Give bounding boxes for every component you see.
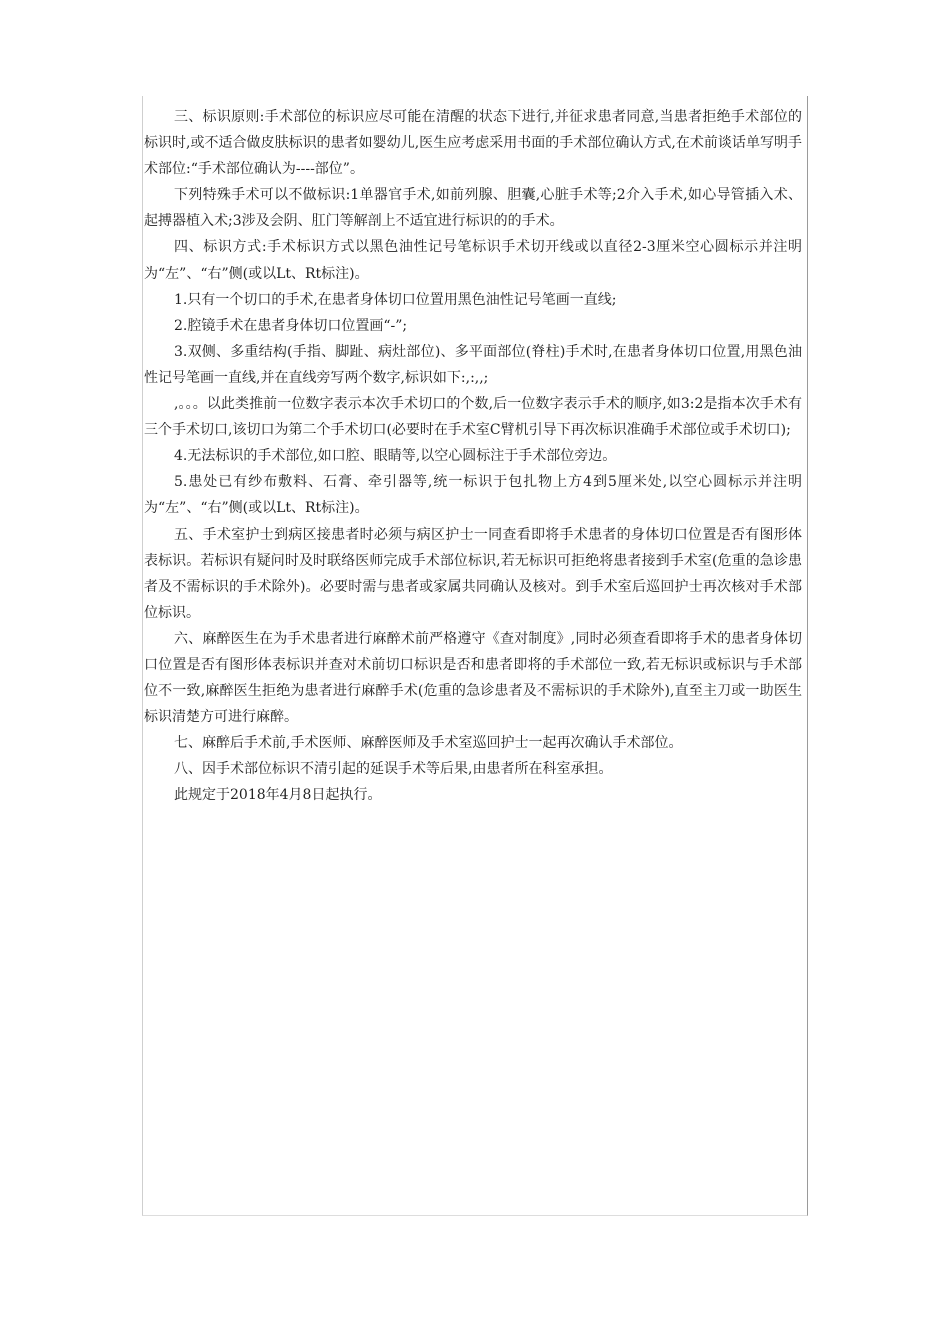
paragraph-item-1: 1.只有一个切口的手术,在患者身体切口位置用黑色油性记号笔画一直线; <box>174 291 617 308</box>
paragraph-item-3: 3.双侧、多重结构(手指、脚趾、病灶部位)、多平面部位(脊柱)手术时,在患者身体切口位置,用黑色油性记号笔画一直线,并在直线旁写两个数字,标识如下:,:,,; <box>144 343 802 386</box>
paragraph-post-anesthesia: 七、麻醉后手术前,手术医师、麻醉医师及手术室巡回护士一起再次确认手术部位。 <box>174 735 683 752</box>
document-body <box>144 104 810 809</box>
paragraph-responsibility: 八、因手术部位标识不清引起的延误手术等后果,由患者所在科室承担。 <box>174 761 613 778</box>
paragraph-item-5: 5.患处已有纱布敷料、石膏、牵引器等,统一标识于包扎物上方4到5厘米处,以空心圆标示并注明为“左”、“右”侧(或以Lt、Rt标注)。 <box>144 474 802 517</box>
paragraph-exceptions: 下列特殊手术可以不做标识:1单器官手术,如前列腺、胆囊,心脏手术等;2介入手术,如心导管插入术、起搏器植入术;3涉及会阴、肛门等解剖上不适宜进行标识的的手术。 <box>144 187 802 230</box>
paragraph-item-2: 2.腔镜手术在患者身体切口位置画“-”; <box>174 317 408 334</box>
paragraph-effective-date: 此规定于2018年4月8日起执行。 <box>174 787 382 804</box>
paragraph-principle: 三、标识原则:手术部位的标识应尽可能在清醒的状态下进行,并征求患者同意,当患者拒绝手术部位的标识时,或不适合做皮肤标识的患者如婴幼儿,医生应考虑采用书面的手术部位确认方式,在术前谈话单写明手术部位:“手术部位确认为----部位”。 <box>144 109 802 178</box>
paragraph-item-3-continued: ,。。。以此类推前一位数字表示本次手术切口的个数,后一位数字表示手术的顺序,如3:2是指本次手术有三个手术切口,该切口为第二个手术切口(必要时在手术室C臂机引导下再次标识准确手术部位或手术切口); <box>144 396 802 439</box>
paragraph-anesthesia-check: 六、麻醉医生在为手术患者进行麻醉术前严格遵守《查对制度》,同时必须查看即将手术的患者身体切口位置是否有图形体表标识并查对术前切口标识是否和患者即将的手术部位一致,若无标识或标识与手术部位不一致,麻醉医生拒绝为患者进行麻醉手术(危重的急诊患者及不需标识的手术除外),直至主刀或一助医生标识清楚方可进行麻醉。 <box>144 630 802 726</box>
paragraph-nurse-check: 五、手术室护士到病区接患者时必须与病区护士一同查看即将手术患者的身体切口位置是否有图形体表标识。若标识有疑问时及时联络医师完成手术部位标识,若无标识可拒绝将患者接到手术室(危重的急诊患者及不需标识的手术除外)。必要时需与患者或家属共同确认及核对。到手术室后巡回护士再次核对手术部位标识。 <box>144 526 802 621</box>
paragraph-method: 四、标识方式:手术标识方式以黑色油性记号笔标识手术切开线或以直径2-3厘米空心圆标示并注明为“左”、“右”侧(或以Lt、Rt标注)。 <box>144 239 802 282</box>
paragraph-item-4: 4.无法标识的手术部位,如口腔、眼睛等,以空心圆标注于手术部位旁边。 <box>174 448 617 465</box>
